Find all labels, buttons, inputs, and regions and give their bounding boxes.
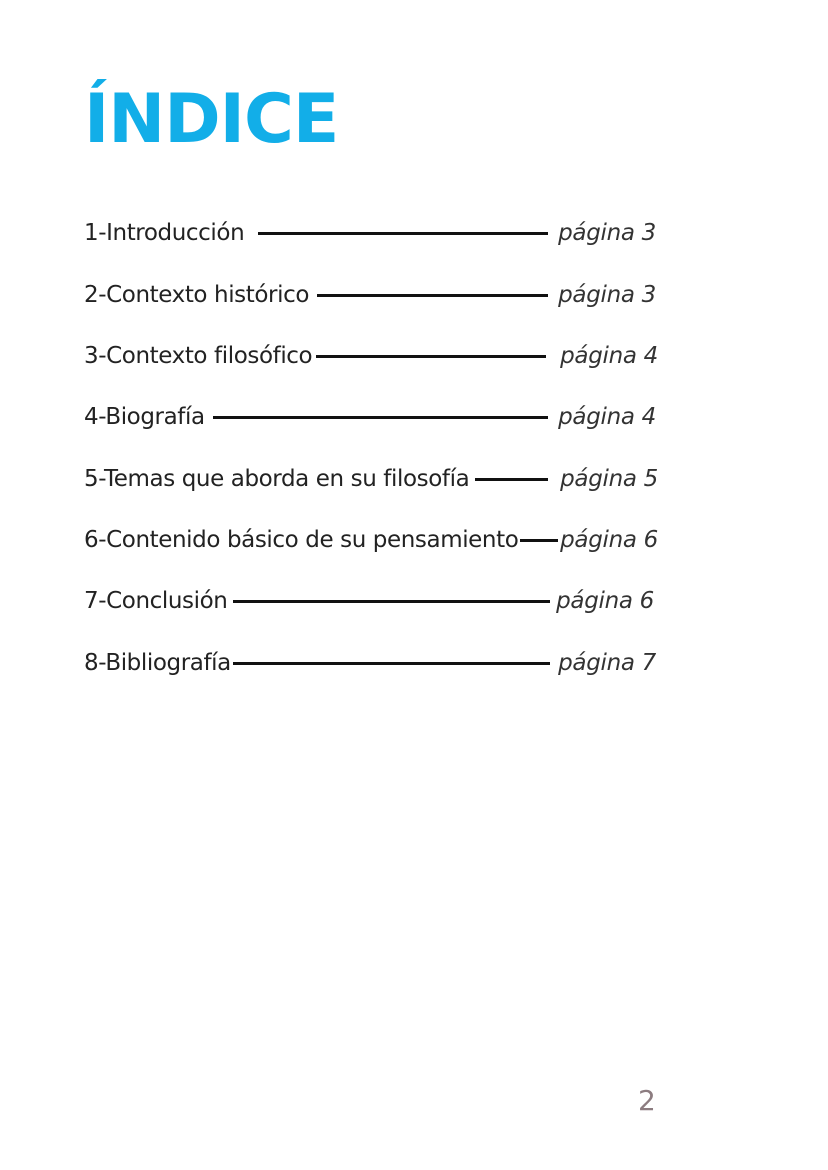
toc-entry-label: 1-Introducción xyxy=(84,220,245,246)
toc-entry-8 xyxy=(84,647,656,679)
toc-entry-page: página 6 xyxy=(560,527,658,553)
toc-entry-label: 2-Contexto histórico xyxy=(84,282,310,308)
toc-entry-6 xyxy=(84,524,658,556)
page-title: ÍNDICE xyxy=(84,80,339,159)
toc-entry-page: página 6 xyxy=(556,588,654,614)
toc-leader-line xyxy=(316,355,546,358)
toc-entry-7 xyxy=(84,585,654,617)
toc-entry-label: 4-Biografía xyxy=(84,404,205,430)
toc-entry-label: 8-Bibliografía xyxy=(84,650,231,676)
toc-entry-label: 6-Contenido básico de su pensamiento xyxy=(84,527,519,553)
toc-leader-line xyxy=(213,416,548,419)
toc-entry-3 xyxy=(84,340,658,372)
toc-entry-page: página 3 xyxy=(558,282,656,308)
toc-leader-line xyxy=(475,478,548,481)
toc-leader-line xyxy=(233,600,550,603)
toc-leader-line xyxy=(520,539,558,542)
toc-entry-page: página 4 xyxy=(560,343,658,369)
toc-entry-page: página 4 xyxy=(558,404,656,430)
toc-entry-2 xyxy=(84,279,656,311)
toc-entry-page: página 5 xyxy=(560,466,658,492)
toc-entry-label: 7-Conclusión xyxy=(84,588,228,614)
toc-entry-label: 5-Temas que aborda en su filosofía xyxy=(84,466,470,492)
page-number: 2 xyxy=(638,1084,656,1117)
toc-entry-label: 3-Contexto filosófico xyxy=(84,343,313,369)
toc-entry-4 xyxy=(84,401,656,433)
toc-entry-page: página 7 xyxy=(558,650,656,676)
toc-leader-line xyxy=(317,294,548,297)
toc-entry-page: página 3 xyxy=(558,220,656,246)
toc-leader-line xyxy=(233,662,550,665)
toc-leader-line xyxy=(258,232,548,235)
toc-entry-1 xyxy=(84,217,656,249)
toc-entry-5 xyxy=(84,463,658,495)
